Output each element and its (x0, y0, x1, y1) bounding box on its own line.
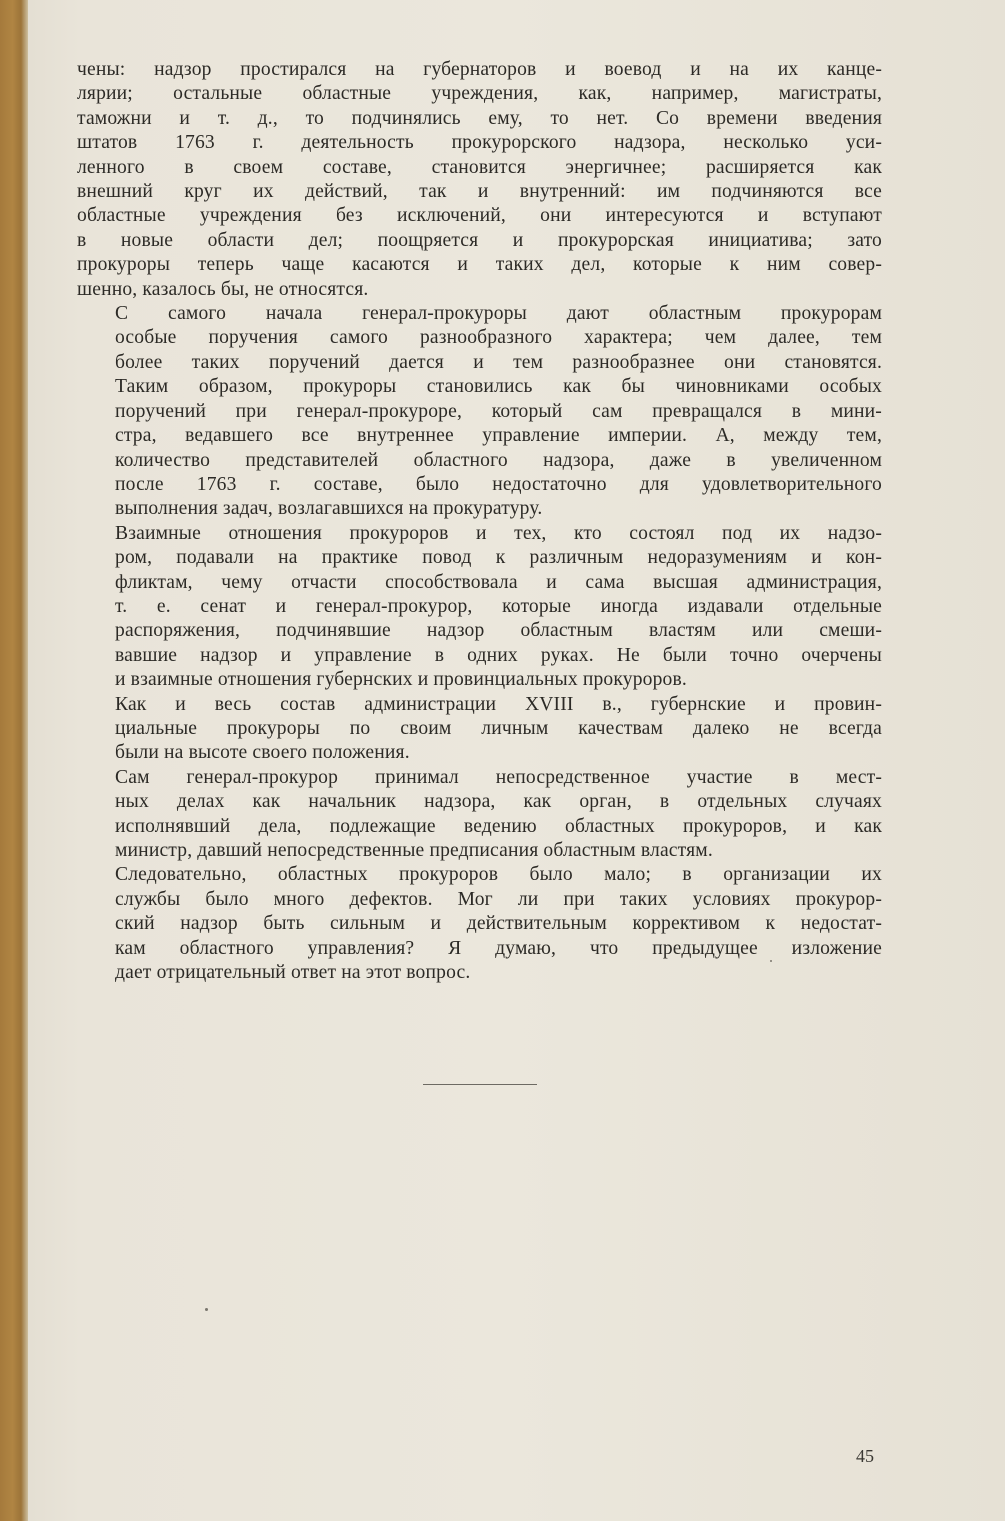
text-line: таможни и т. д., то подчинялись ему, то нет. Со времени введения (77, 107, 882, 129)
text-line: в новые области дел; поощряется и прокурорская инициатива; зато (77, 229, 882, 251)
text-line: министр, давший непосредственные предписания областным властям. (115, 840, 713, 861)
text-line: чены: надзор простирался на губернаторов и воевод и на их канце- (77, 59, 882, 80)
paragraph (77, 766, 882, 864)
text-line: Таким образом, прокуроры становились как бы чиновниками особых (115, 376, 882, 398)
text-line: более таких поручений дается и тем разнообразнее они становятся. (115, 351, 882, 373)
text-line: циальные прокуроры по своим личным качествам далеко не всегда (115, 717, 882, 739)
text-line: вавшие надзор и управление в одних руках. Не были точно очерчены (115, 644, 882, 666)
body-text (77, 58, 882, 985)
section-divider (423, 1084, 537, 1085)
paragraph (77, 522, 882, 693)
book-binding-edge (0, 0, 28, 1521)
text-line: областные учреждения без исключений, они интересуются и вступают (77, 205, 882, 227)
text-line: внешний круг их действий, так и внутренний: им подчиняются все (77, 181, 882, 203)
text-line: исполнявший дела, подлежащие ведению областных прокуроров, и как (115, 815, 882, 837)
text-line: стра, ведавшего все внутреннее управление империи. А, между тем, (115, 425, 882, 447)
text-line: ром, подавали на практике повод к различным недоразумениям и кон- (115, 547, 882, 569)
text-line: С самого начала генерал-прокуроры дают областным прокурорам (115, 303, 882, 325)
text-line: штатов 1763 г. деятельность прокурорского надзора, несколько уси- (77, 132, 882, 154)
text-line: ных делах как начальник надзора, как орган, в отдельных случаях (115, 791, 882, 813)
text-line: количество представителей областного надзора, даже в увеличенном (115, 449, 882, 471)
text-line: после 1763 г. составе, было недостаточно для удовлетворительного (115, 473, 882, 495)
text-line: ленного в своем составе, становится энергичнее; расширяется как (77, 156, 882, 178)
text-line: лярии; остальные областные учреждения, как, например, магистраты, (77, 83, 882, 105)
text-line: службы было много дефектов. Мог ли при таких условиях прокурор- (115, 888, 882, 910)
text-line: Как и весь состав администрации XVIII в., губернские и провин- (115, 693, 882, 715)
text-line: шенно, казалось бы, не относятся. (77, 278, 369, 300)
paragraph (77, 58, 882, 302)
paragraph (77, 693, 882, 766)
paper-speck (770, 960, 772, 962)
paragraph (77, 863, 882, 985)
text-line: Следовательно, областных прокуроров было мало; в организации их (115, 864, 882, 886)
text-line: Взаимные отношения прокуроров и тех, кто состоял под их надзо- (115, 522, 882, 544)
text-line: распоряжения, подчинявшие надзор областным властям или смеши- (115, 620, 882, 642)
paragraph (77, 302, 882, 522)
text-line: т. е. сенат и генерал-прокурор, которые иногда издавали отдельные (115, 595, 882, 617)
text-line: поручений при генерал-прокуроре, который сам превращался в мини- (115, 400, 882, 422)
text-line: выполнения задач, возлагавшихся на прокуратуру. (115, 498, 543, 520)
text-line: дает отрицательный ответ на этот вопрос. (115, 962, 471, 984)
page-number: 45 (856, 1446, 874, 1466)
text-line: прокуроры теперь чаще касаются и таких дел, которые к ним совер- (77, 254, 882, 276)
text-line: кам областного управления? Я думаю, что предыдущее изложение (115, 937, 882, 959)
paper-speck (205, 1308, 208, 1311)
text-line: Сам генерал-прокурор принимал непосредственное участие в мест- (115, 766, 882, 788)
text-line: были на высоте своего положения. (115, 742, 410, 764)
text-line: фликтам, чему отчасти способствовала и сама высшая администрация, (115, 571, 882, 593)
text-line: ский надзор быть сильным и действительным коррективом к недостат- (115, 913, 882, 935)
text-line: и взаимные отношения губернских и провинциальных прокуроров. (115, 669, 687, 691)
text-line: особые поручения самого разнообразного характера; чем далее, тем (115, 327, 882, 349)
